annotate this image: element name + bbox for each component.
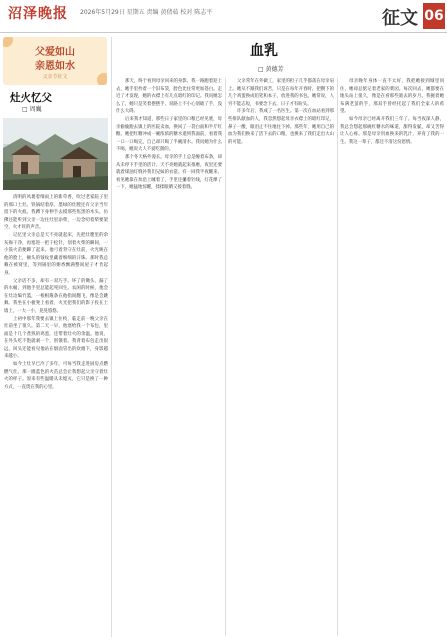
column-divider [111,37,112,637]
article-body-right-col2 [228,78,334,636]
article-body-right-col1 [116,78,222,636]
article-photo [3,118,108,190]
article-title-right: 血乳 [250,43,278,59]
article-author-right: □ 黄德芳 [258,66,284,73]
paragraph: 父亲话不多，却有一双巧手。坏了的锄头、漏了的水桶，到他手里总能起死回生。农闲的时候，他会在灶边编竹篮，一根根篾条在他指间翻飞，像是会跳舞。我坐在小板凳上看着，火光把我们的影子投在土墙上，一大一小，晃晃悠悠。 [4,278,108,314]
article-title-left: 灶火忆父 [10,92,52,104]
article-author-left: □ 周巍 [22,106,42,113]
article-body-right-col3 [340,78,444,636]
paragraph: 清明的风裹着细雨上的新草香，吹过老家院子里的那口土灶。铁锅结着厚，墨绿的灶膛还有父亲当年留下的火痕。我蹲下身伸手去摸那些焦黑的木头，仿佛还能听到父亲一边往灶里添柴，一边念叨着柴要架空，火才旺的声音。 [4,195,108,231]
landscape-photo-illustration [3,118,108,190]
banner-subtitle: 父亲节征文 [42,74,68,80]
article-body-left [4,194,108,636]
newspaper-masthead: 沼泽晚报 [8,6,68,22]
banner-line-1: 父爱如山 [35,47,75,58]
paragraph: 那天，终于看到母亲回来的身影，我一路跑着迎上去，她手里拎着一个旧布袋，脸色比往常更加苍白。走近了才发现，她的衣襟上有几点暗红的印记。我问她怎么了，她只是笑着摆摆手，说路上不小心划破了手，没什么大碍。 [116,79,222,115]
page-header [0,0,447,33]
paragraph: 上初中那年我要去镇上住校，临走前一晚父亲在灶前坐了很久。第二天一早，他塞给我一个布包，里面是十几个煮熟的鸡蛋，还带着灶火的余温。他说，在外头吃不饱就剥一个，别饿着。我背着布包走出很远，回头还能看见他站在烟囱冒出的炊烟下，身影越来越小。 [4,316,108,360]
paragraph: 许多年后，我成了一名医生。第一次在血站看到那些排队献血的人，我忽然想起母亲衣襟上的暗红印记，鼻子一酸，眼泪止不住地往下掉。那些年，她用自己的血为我们换来了活下去的口粮，也换来了我们走出大山的可能。 [228,109,334,145]
paragraph: 后来我才知道，那些日子家里的口粮已经见底，母亲偷偷跑去镇上的医院卖血，换回了一袋白面和半斤红糖。她把红糖冲成一碗浓浓的糖水递到我面前，看着我一口一口喝完，自己却只喝了半碗清水。我问她为什么不喝，她说大人不爱吃甜的。 [116,116,222,153]
paragraph: 如今母亲已经离开我们三年了。每当夜深人静，我总会想起那碗红糖水的味道，甜得发腻，却又苦得让人心疼。那是母亲用血换来的乳汁，养育了我的一生。我这一辈子，都还不清这份恩情。 [340,116,444,145]
column-divider [225,78,226,636]
paragraph: 那个冬天格外漫长。母亲的手上总是缠着布条，却从未停下手里的活计。天不亮她就起来推磨，夜里还要就着煤油灯缝补我们兄妹的衣裳。有一回我半夜醒来，看见她靠在炕沿上睡着了，手里还攥着针线，灯花爆了一下，她猛地惊醒，揉揉眼睛又接着缝。 [116,154,222,191]
paragraph: 如今土灶早已冷了多年，可每当我走进厨房点燃燃气灶，那一圈蓝色的火苗总会让我想起父亲守着灶火的样子。原来有些温暖从未熄灭，它只是换了一种方式，一直烧在我的心里。 [4,362,108,390]
paragraph: 母亲晚年身体一直不太好，我把她接到城里同住，她却总惦记着老家的菜园。每次回去，她都要在地头站上很久，像是在看那些逝去的岁月。我握着她布满老茧的手，那双手曾经托起了我们全家人的希望。 [340,79,444,115]
section-number-badge: 06 [423,3,445,29]
paragraph: 记忆里父亲总是天不亮就起床，先把灶膛里的余灰掏干净，再塞进一把干松针，划着火柴的瞬间，一小簇火苗便蹿了起来。他弓着背守在灶前，火光映在他的脸上，额头的皱纹里藏着细细的汗珠。那时我总赖在被窝里，等到锅里的粥香飘满整间屋子才肯起身。 [4,232,108,276]
column-divider [337,78,338,636]
dateline: 2026年5月29日 星期五 责编 黄倩茹 校对 陈志平 [80,9,213,16]
fathers-day-banner [3,37,107,85]
banner-line-2: 亲恩如水 [35,61,75,72]
section-name: 征文 [382,8,418,29]
paragraph: 父亲常年在外做工，家里的担子几乎都落在母亲肩上。她从不跟我们诉苦，只是在每年开春时，把攒下的几个鸡蛋换成铅笔和本子，放进我的书包。她常说，人穷不能志短，书要念下去，日子才有盼头。 [228,79,334,107]
